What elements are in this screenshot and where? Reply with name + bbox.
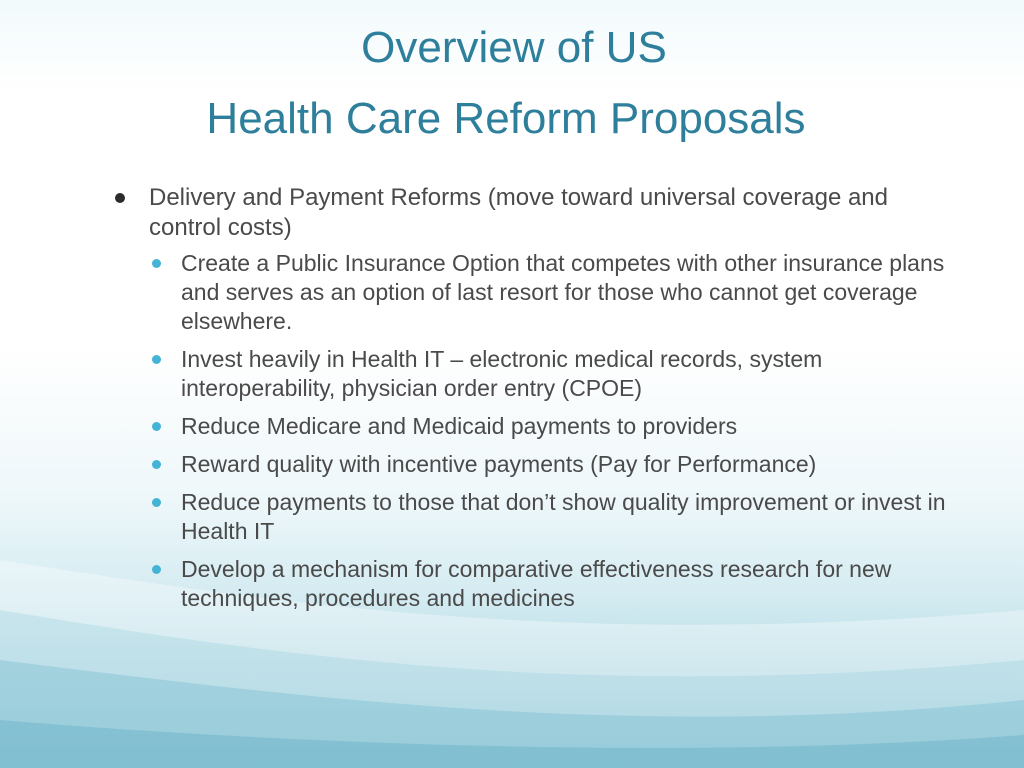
sub-bullet-text: Reduce Medicare and Medicaid payments to providers — [181, 413, 738, 439]
main-bullet-text: Delivery and Payment Reforms (move toward universal coverage and control costs) — [149, 184, 888, 241]
bullet-dot-icon — [152, 355, 161, 364]
sub-bullet-item — [149, 345, 962, 403]
sub-bullet-text: Create a Public Insurance Option that competes with other insurance plans and serves as an option of last resort for those who cannot get coverage elsewhere. — [181, 250, 945, 334]
bullet-dot-icon — [152, 565, 161, 574]
title-line-2: Health Care Reform Proposals — [206, 94, 806, 143]
sub-bullet-text: Reduce payments to those that don’t show quality improvement or invest in Health IT — [181, 489, 946, 544]
sub-bullet-list — [112, 249, 962, 613]
slide-body — [112, 183, 962, 622]
sub-bullet-item — [149, 555, 962, 613]
sub-bullet-text: Develop a mechanism for comparative effectiveness research for new techniques, procedures and medicines — [181, 556, 892, 611]
bullet-dot-icon — [152, 422, 161, 431]
sub-bullet-item — [149, 249, 962, 336]
title-line-1: Overview of US — [361, 23, 667, 72]
sub-bullet-item — [149, 488, 962, 546]
bullet-dot-icon — [152, 460, 161, 469]
bullet-dot-icon — [152, 498, 161, 507]
slide-title — [0, 22, 1024, 145]
bullet-dot-icon — [152, 259, 161, 268]
main-bullet-item — [112, 183, 962, 243]
sub-bullet-item — [149, 450, 962, 479]
bullet-dot-icon — [115, 193, 125, 203]
sub-bullet-item — [149, 412, 962, 441]
sub-bullet-text: Invest heavily in Health IT – electronic medical records, system interoperability, physician order entry (CPOE) — [181, 346, 823, 401]
sub-bullet-text: Reward quality with incentive payments (Pay for Performance) — [181, 451, 817, 477]
